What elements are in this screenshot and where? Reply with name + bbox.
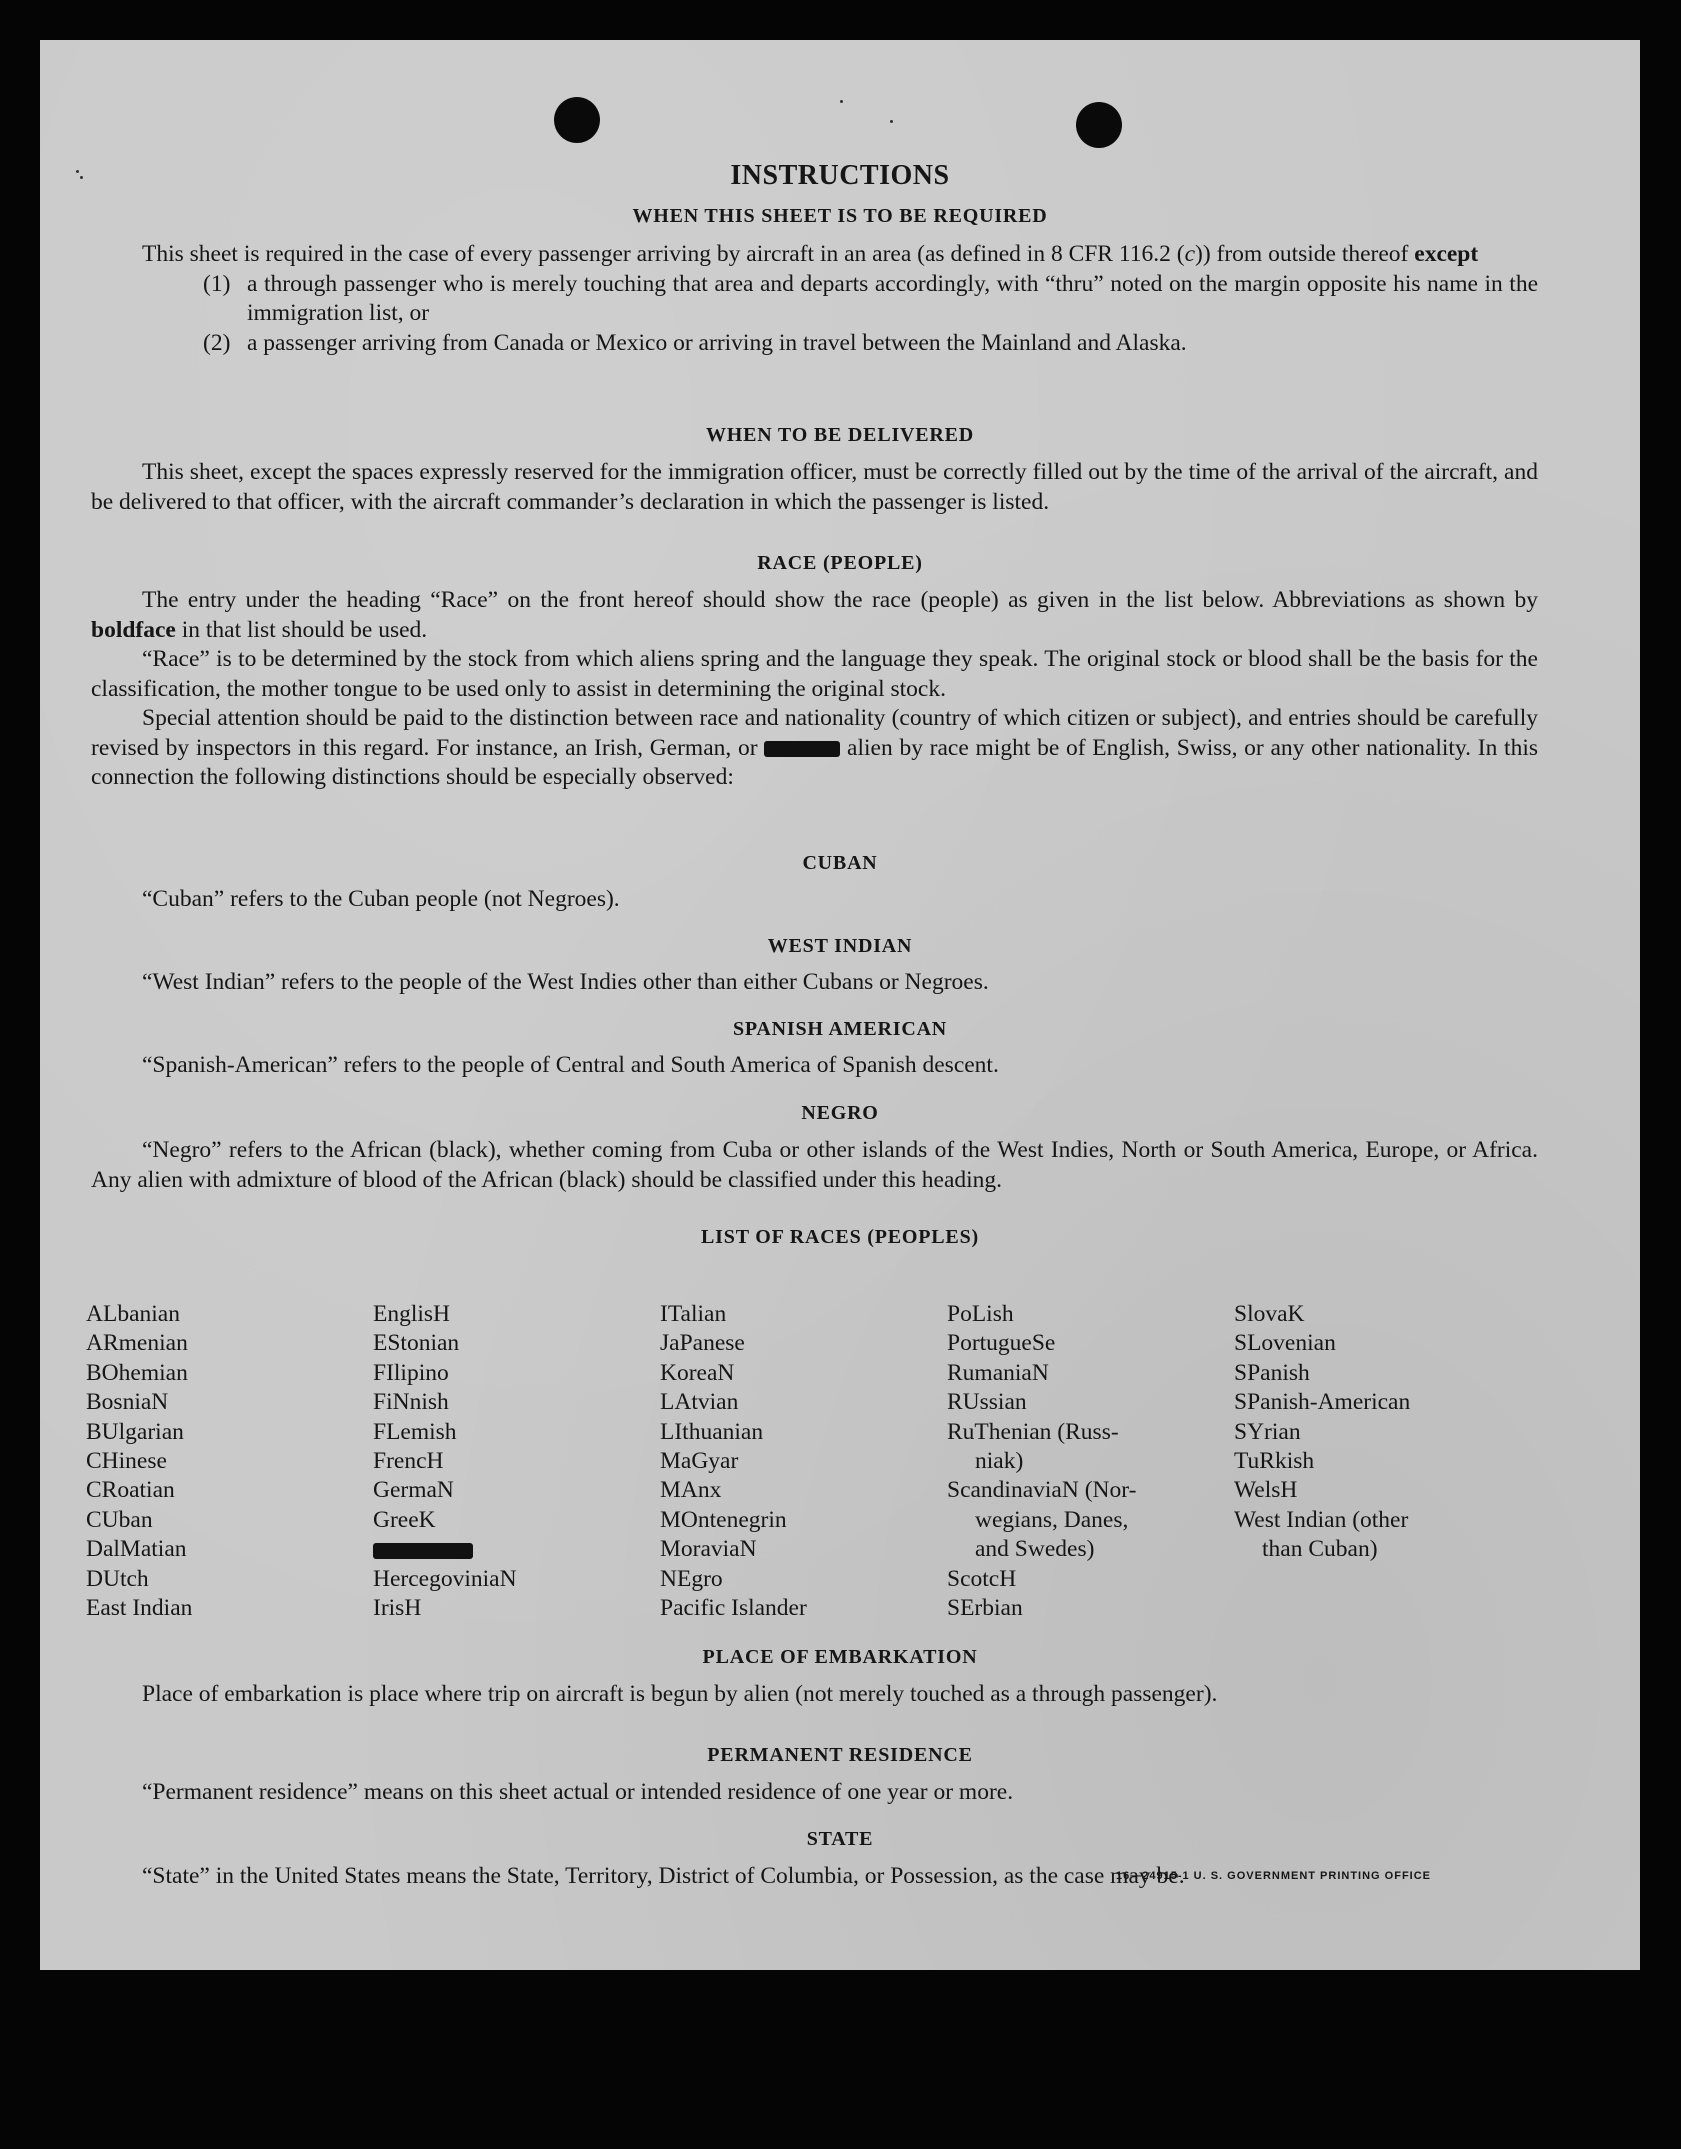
race-entry: GermaN (373, 1477, 454, 1504)
race-entry: DUtch (86, 1565, 149, 1592)
cuban-section (91, 885, 1538, 915)
section-heading-list: LIST OF RACES (PEOPLES) (701, 1226, 979, 1248)
embarkation-section (91, 1680, 1538, 1710)
race-entry: FiNnish (373, 1389, 449, 1416)
race-entry: WelsH (1234, 1477, 1298, 1504)
race-entry: MOntenegrin (660, 1506, 787, 1533)
race-entry: EnglisH (373, 1301, 451, 1327)
race-entry: SPanish (1234, 1359, 1310, 1386)
form-code: 16—24915-1 U. S. GOVERNMENT PRINTING OFFICE (1116, 1870, 1432, 1882)
speck (890, 120, 893, 123)
race-entry: CUban (86, 1506, 153, 1533)
race-entry-continuation: wegians, Danes, (975, 1506, 1129, 1533)
race-entry: RUssian (947, 1389, 1027, 1416)
speck (840, 100, 843, 103)
race-column (1234, 1300, 1521, 1623)
race-entry: BOhemian (86, 1359, 188, 1386)
race-paragraph-2: “Race” is to be determined by the stock from which aliens spring and the language they speak. The original stock or blood shall be the basis for the classification, the mother tongue to be used only to assist in determining the original stock. (91, 646, 1538, 702)
race-entry: MAnx (660, 1477, 722, 1504)
section-heading-required: WHEN THIS SHEET IS TO BE REQUIRED (632, 205, 1048, 227)
race-entry: CRoatian (86, 1477, 175, 1504)
race-entry: MoraviaN (660, 1536, 757, 1563)
race-entry: IrisH (373, 1595, 422, 1622)
race-entry: FrencH (373, 1448, 444, 1475)
spanish-american-text: “Spanish-American” refers to the people of Central and South America of Spanish descent. (142, 1052, 999, 1078)
section-heading-embarkation: PLACE OF EMBARKATION (702, 1646, 978, 1668)
residence-section (91, 1778, 1538, 1808)
delivered-text: This sheet, except the spaces expressly reserved for the immigration officer, must be correctly filled out by the time of the arrival of the aircraft, and be delivered to that officer, with the aircraft commander’s declaration in which the passenger is listed. (91, 459, 1538, 515)
west-indian-text: “West Indian” refers to the people of the West Indies other than either Cubans or Negroes. (142, 969, 989, 995)
race-entry: LAtvian (660, 1389, 739, 1416)
embarkation-text: Place of embarkation is place where trip on aircraft is begun by alien (not merely touched as a through passenger). (142, 1681, 1218, 1707)
race-entry: BosniaN (86, 1389, 169, 1416)
race-entry: MaGyar (660, 1448, 739, 1475)
race-entry: GreeK (373, 1506, 436, 1533)
race-list (86, 1300, 1546, 1623)
race-entry: FIlipino (373, 1359, 449, 1386)
race-entry-redacted (373, 1535, 660, 1564)
race-entry: LIthuanian (660, 1418, 764, 1445)
race-column (947, 1300, 1234, 1623)
race-column (660, 1300, 947, 1623)
race-entry: ScotcH (947, 1565, 1017, 1592)
race-paragraph-1: The entry under the heading “Race” on the front hereof should show the race (people) as given in the list below. Abbreviations as shown by boldface in that list should be used. (91, 587, 1538, 643)
race-entry: KoreaN (660, 1359, 735, 1386)
exception-2: (2) a passenger arriving from Canada or Mexico or arriving in travel between the Mainland and Alaska. (203, 329, 1187, 356)
page-title: INSTRUCTIONS (730, 160, 950, 191)
race-entry-continuation: than Cuban) (1262, 1536, 1378, 1563)
race-entry: RumaniaN (947, 1359, 1049, 1386)
redaction-mark (373, 1543, 473, 1559)
required-intro: This sheet is required in the case of every passenger arriving by aircraft in an area (as defined in 8 CFR 116.2 (c)) from outside thereof except (142, 241, 1479, 267)
race-entry: DalMatian (86, 1536, 187, 1563)
section-heading-state: STATE (806, 1828, 874, 1850)
state-text: “State” in the United States means the State, Territory, District of Columbia, or Possession, as the case may be. (142, 1863, 1185, 1889)
race-entry: PortugueSe (947, 1330, 1056, 1357)
section-heading-spanish-american: SPANISH AMERICAN (732, 1018, 948, 1040)
section-heading-delivered: WHEN TO BE DELIVERED (705, 424, 975, 446)
section-heading-negro: NEGRO (801, 1102, 879, 1124)
punch-hole (554, 97, 600, 143)
delivered-section (91, 458, 1538, 517)
race-section (91, 586, 1538, 793)
race-entry: FLemish (373, 1418, 457, 1445)
race-entry: ITalian (660, 1301, 727, 1327)
spanish-american-section (91, 1051, 1538, 1081)
race-entry: SErbian (947, 1595, 1023, 1622)
race-entry: TuRkish (1234, 1448, 1315, 1475)
race-entry: HercegoviniaN (373, 1565, 517, 1592)
race-entry: ARmenian (86, 1330, 188, 1357)
negro-text: “Negro” refers to the African (black), whether coming from Cuba or other islands of the West Indies, North or South America, Europe, or Africa. Any alien with admixture of blood of the African (black) should be classified under this heading. (91, 1137, 1538, 1193)
race-entry: EStonian (373, 1330, 460, 1357)
negro-section (91, 1136, 1538, 1195)
race-entry: Pacific Islander (660, 1595, 807, 1622)
race-paragraph-3: Special attention should be paid to the distinction between race and nationality (country of which citizen or subject), and entries should be carefully revised by inspectors in this regard. For instance, an Irish, German, or alien by race might be of English, Swiss, or any other nationality. In this connection the following distinctions should be especially observed: (91, 705, 1538, 790)
race-entry: SYrian (1234, 1418, 1301, 1445)
race-entry: West Indian (other (1234, 1506, 1409, 1533)
residence-text: “Permanent residence” means on this sheet actual or intended residence of one year or more. (142, 1779, 1014, 1805)
race-entry: East Indian (86, 1595, 193, 1622)
race-entry: ScandinaviaN (Nor- (947, 1477, 1137, 1504)
race-entry: SlovaK (1234, 1301, 1305, 1327)
race-entry: BUlgarian (86, 1418, 184, 1445)
race-entry: SPanish-American (1234, 1389, 1411, 1416)
west-indian-section (91, 968, 1538, 998)
race-column (86, 1300, 373, 1623)
redaction-mark (764, 741, 840, 757)
race-entry: SLovenian (1234, 1330, 1336, 1357)
race-entry: RuThenian (Russ- (947, 1418, 1119, 1445)
section-heading-residence: PERMANENT RESIDENCE (707, 1744, 973, 1766)
race-entry: JaPanese (660, 1330, 745, 1357)
race-entry-continuation: and Swedes) (975, 1536, 1095, 1563)
race-entry: CHinese (86, 1448, 167, 1475)
race-entry: NEgro (660, 1565, 723, 1592)
race-column (373, 1300, 660, 1623)
section-heading-cuban: CUBAN (802, 852, 878, 874)
required-section (91, 240, 1538, 358)
race-entry: ALbanian (86, 1301, 180, 1327)
race-entry: PoLish (947, 1301, 1014, 1327)
punch-hole (1076, 102, 1122, 148)
document-sheet (40, 40, 1640, 1970)
race-entry-continuation: niak) (975, 1448, 1024, 1475)
section-heading-race: RACE (PEOPLE) (757, 552, 923, 574)
cuban-text: “Cuban” refers to the Cuban people (not Negroes). (142, 886, 620, 912)
section-heading-west-indian: WEST INDIAN (767, 935, 913, 957)
exception-1: (1) a through passenger who is merely touching that area and departs accordingly, with “thru” noted on the margin opposite his name in the immigration list, or (203, 270, 1538, 326)
